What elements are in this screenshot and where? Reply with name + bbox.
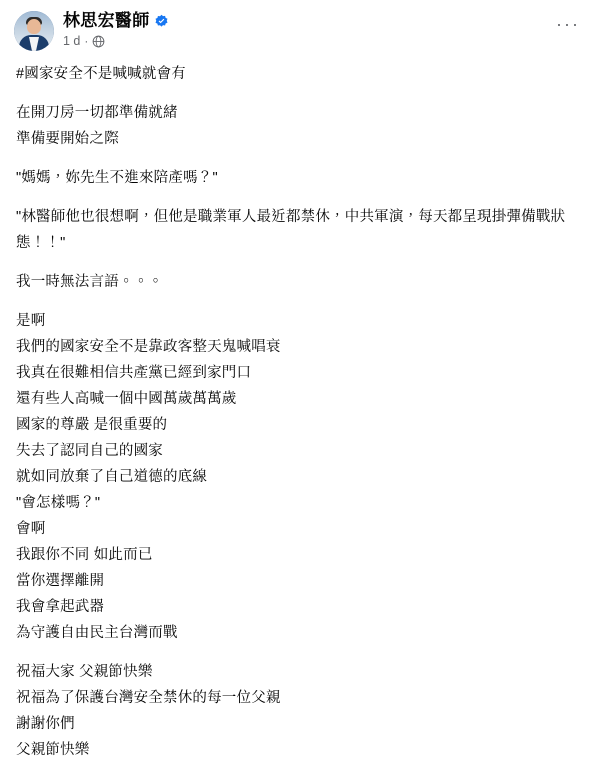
post-line-blank [16,152,584,165]
post-line: 國家的尊嚴 是很重要的 [16,417,168,433]
post-line: 我會拿起武器 [16,599,105,615]
post-content [14,57,586,763]
post-line: "會怎樣嗎？" [16,495,101,511]
post-header [14,8,586,57]
post-line-blank [16,87,584,100]
post-line: 為守護自由民主台灣而戰 [16,625,178,641]
post-line: 還有些人高喊一個中國萬歲萬萬歲 [16,391,237,407]
post-more-options-button[interactable]: ··· [556,14,580,34]
post-line: "媽媽，妳先生不進來陪產嗎？" [16,170,218,186]
post-line: #國家安全不是喊喊就會有 [16,66,186,82]
globe-icon[interactable] [92,35,105,48]
avatar[interactable] [14,11,54,51]
post-line: 祝福大家 父親節快樂 [16,664,153,680]
post-line: 我一時無法言語。。。 [16,274,163,290]
post-line-blank [16,295,584,308]
post-line-blank [16,256,584,269]
post-line-blank [16,646,584,659]
post-line: 是啊 [16,313,46,329]
post-line-blank [16,191,584,204]
meta-separator: · [84,34,89,48]
post-line: 會啊 [16,521,46,537]
author-name-line [63,11,169,31]
author-name[interactable]: 林思宏醫師 [63,11,150,30]
post-line: "林醫師他也很想啊，但他是職業軍人最近都禁休，中共軍演，每天都呈現掛彈備戰狀態！！" [16,209,566,251]
post-line: 我們的國家安全不是靠政客整天鬼喊唱衰 [16,339,281,355]
post-timestamp[interactable]: 1 d [63,34,81,48]
post-line: 當你選擇離開 [16,573,105,589]
post-line: 準備要開始之際 [16,131,119,147]
verified-badge-icon [154,14,169,29]
post-line: 我跟你不同 如此而已 [16,547,153,563]
post-line: 祝福為了保護台灣安全禁休的每一位父親 [16,690,281,706]
avatar-head [27,19,41,34]
post-line: 我真在很難相信共產黨已經到家門口 [16,365,252,381]
post-line: 謝謝你們 [16,716,75,732]
post-meta [63,34,169,48]
post-line: 在開刀房一切都準備就緒 [16,105,178,121]
author-block [63,10,169,48]
post-line: 失去了認同自己的國家 [16,443,163,459]
post-line: 就如同放棄了自己道德的底線 [16,469,208,485]
post-line: 父親節快樂 [16,742,90,758]
